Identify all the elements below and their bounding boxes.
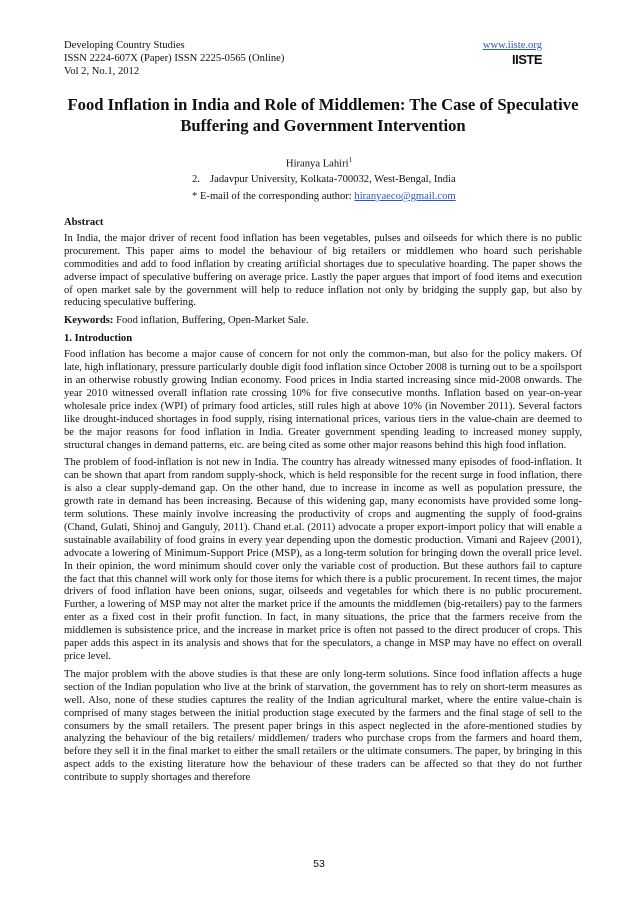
running-header <box>64 40 542 78</box>
journal-issn: ISSN 2224-607X (Paper) ISSN 2225-0565 (Online) <box>64 52 285 64</box>
journal-volume: Vol 2, No.1, 2012 <box>64 65 140 77</box>
affiliation <box>192 173 456 186</box>
email-link[interactable]: hiranyaeco@gmail.com <box>354 191 456 202</box>
paragraph: The problem of food-inflation is not new in India. The country has already witnessed many episodes of food-inflation. It can be shown that apart from random supply-shock, which is held responsible for the recent surge in food inflation, there is also a clear supply-demand gap. On the other hand, due to increase in income as well as population pressure, the growth rate in demand has been increasing. Because of this widening gap, many economists have provided some long-term solutions. These mainly involve increasing the productivity of crops and augmenting the supply of food-grains (Chand, Gulati, Shinoj and Ganguly, 2011). Chand et.al. (2011) advocate a proper export-import policy that will enable a sustainable availability of food grains in every year depending upon the domestic production. Vimani and Rajeev (2001), advocate a lowering of Minimum-Support Price (MSP), as a long-term solution for bringing down the overall price level. In their opinion, the word minimum should cover only the variable cost of production. But these authors fail to capture the fact that this channel will work only for those items for which there is a public procurement. In recent times, the major drivers of food inflation have been onions, sugar, oilseeds and vegetables for which there is no public procurement. Further, a lowering of MSP may not alter the market price if the amounts the middlemen (big-retailers) pay to the farmers enter as a fixed cost in their profit function. In fact, in many situations, the price that the farmers receive from the middlemen is subsistence price, and the increase in market price is often not passed to the direct producer of crops. This paper adds this aspect in its analysis and shows that for the speculators, a change in MSP may have no effect on overall price level. <box>64 457 582 662</box>
page-number: 53 <box>313 858 325 870</box>
paper-body <box>64 213 582 790</box>
paragraph: Food inflation has become a major cause of concern for not only the common-man, but also for the policy makers. Of late, high inflationary, pressure particularly double digit food inflation since October 2008 is turning out to be a spoilsport in an otherwise robustly growing Indian economy. Food prices in India started increasing since mid-2008 onwards. The year 2010 witnessed overall inflation rate crossing 10% for five consecutive months. Inflation based on year-on-year wholesale price index (WPI) of primary food articles, still rules high at above 10% (in November 2011). Several factors like drought-induced shortages in food supply, rising international prices, various tiers in the value-chain are deemed to be the major reasons for food inflation in India. Greater government spending leading to increased money supply, structural changes in demand patterns, etc. are being cited as some other major reasons behind this high food inflation. <box>64 349 582 451</box>
iiste-logo: IISTE <box>511 52 542 67</box>
abstract-heading: Abstract <box>64 217 104 228</box>
affiliation-text: Jadavpur University, Kolkata-700032, West-Bengal, India <box>210 174 456 185</box>
abstract-text: In India, the major driver of recent food inflation has been vegetables, pulses and oilseeds for which there is no public procurement. This paper aims to model the behaviour of big retailers or middlemen who hoard such perishable commodities and add to food inflation by creating artificial shortages due to speculative hoarding. The paper shows the adverse impact of speculative buffering on average price. Lastly the paper argues that import of food items and execution of open market sale by the government will help to reduce inflation not only by bridging the supply gap, but also by reducing speculative buffering. <box>64 232 582 309</box>
website-block <box>483 40 542 53</box>
author-superscript: 1 <box>348 156 353 164</box>
website-link[interactable]: www.iiste.org <box>482 40 542 51</box>
author-line <box>0 156 638 170</box>
keywords <box>64 315 582 328</box>
keywords-label: Keywords: <box>64 315 114 327</box>
paper-title: Food Inflation in India and Role of Middlemen: The Case of Speculative Buffering and Government Intervention <box>67 95 579 135</box>
affiliation-number: 2. <box>192 174 200 185</box>
keywords-text: Food inflation, Buffering, Open-Market Sale. <box>113 315 309 327</box>
paragraph: The major problem with the above studies is that these are only long-term solutions. Since food inflation affects a huge section of the Indian population who live at the brink of starvation, the government has to rely on short-term measures as well. Also, none of these studies captures the reality of the Indian agricultural market, where the entire value-chain is comprised of many stages between the initial production stage executed by the farmers and the final stage of sell to the consumers by the small retailers. The present paper brings in this aspect neglected in the afore-mentioned studies by analyzing the behaviour of the big retailers/ middlemen/ traders who purchase crops from the farmers and hoard them, before they sell it in the final market to either the small retailers or the ultimate consumers. The paper, by bringing in this aspect adds to the existing literature how the behaviour of these traders can be affected so that they do not further contribute to supply shortages and therefore <box>64 668 582 784</box>
corresponding-email <box>192 191 456 202</box>
journal-name: Developing Country Studies <box>64 40 185 51</box>
email-label: * E-mail of the corresponding author: <box>192 191 355 202</box>
author-name: Hiranya Lahiri <box>285 158 349 170</box>
section-heading: 1. Introduction <box>64 333 133 345</box>
